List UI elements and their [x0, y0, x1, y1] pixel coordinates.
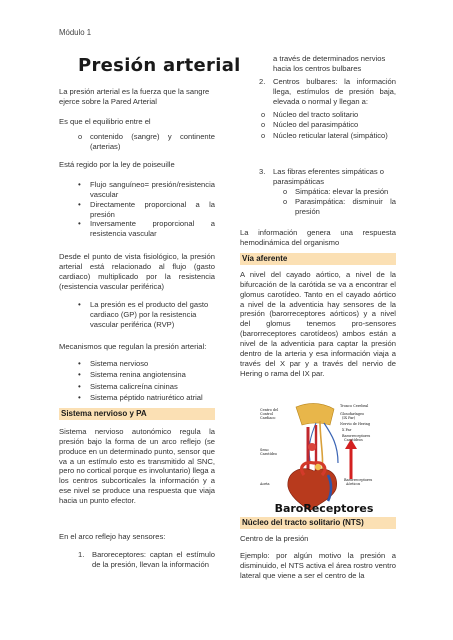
svg-text:Carotídeo: Carotídeo — [260, 452, 277, 456]
label-x-par: X Par — [342, 428, 352, 432]
list-item: • Sistema péptido natriurético atrial — [90, 392, 215, 403]
mechanisms-list — [90, 358, 215, 404]
list-item: • Sistema calicreína cininas — [90, 381, 215, 392]
nts-label: Centro de la presión — [240, 534, 309, 543]
poiseuille-list — [90, 180, 215, 239]
list-item: • Sistema nervioso — [90, 358, 215, 369]
bulbar-list — [273, 110, 396, 141]
product-list — [90, 300, 215, 330]
svg-text:Carotídeos: Carotídeos — [344, 438, 363, 442]
list-text: Baroreceptores: captan el estímulo de la presión, llevan la información — [92, 550, 215, 569]
label-aorta: Aorta — [260, 482, 270, 486]
label-hering: Nervio de Hering — [340, 422, 370, 426]
reflex-label: En el arco reflejo hay sensores: — [59, 532, 166, 541]
module-label: Módulo 1 — [59, 28, 92, 37]
list-item: o Parasimpática: disminuir la presión — [295, 197, 396, 217]
list-item: o Simpática: elevar la presión — [295, 187, 396, 197]
label-baro-carotideos: Barorreceptores — [342, 434, 371, 438]
carotid-sinus-marker — [308, 443, 316, 451]
list-number: 3. — [259, 167, 266, 176]
label-tronco: Tronco Cerebral — [340, 404, 369, 408]
intro-paragraph: La presión arterial es la fuerza que la sangre ejerce sobre la Pared Arterial — [59, 87, 210, 106]
nts-paragraph: Ejemplo: por algún motivo la presión a disminuido, el NTS activa el área rostro ventro lateral que viene a ser el centro de la — [240, 551, 396, 580]
nervous-paragraph: Sistema nervioso autonómico regula la presión bajo la forma de un arco reflejo (se produce en un determinado punto, sensor que va a un estímulo esto es transmitido al SNC, pero no cortical porque es involuntario) llega a los centros subcorticales la información y a ese nivel se produce una respuesta que viaja hacia un punto efector. — [59, 427, 215, 506]
list-item — [78, 550, 215, 570]
list-item: • Inversamente proporcional a resistencia vascular — [90, 219, 215, 239]
baroreceptors-diagram — [258, 401, 376, 514]
figure-caption: BaroReceptores — [274, 502, 374, 514]
continuation-text: a través de determinados nervios hacia los centros bulbares — [273, 54, 386, 73]
label-glosofaringeo: Glosofaríngeo — [340, 412, 364, 416]
list-number: 1. — [78, 550, 85, 559]
list-item: o Núcleo reticular lateral (simpático) — [273, 131, 396, 141]
list-item: • Directamente proporcional a la presión — [90, 200, 215, 220]
svg-text:Aórticos: Aórticos — [346, 482, 361, 486]
afferent-paragraph: A nivel del cayado aórtico, a nivel de la bifurcación de la carótida se va a encontrar el glomus carotídeo. Tanto en el cayado aórtico a nivel de la adventicia hay sensores de la presión (barorreceptores aórticos) y a nivel del glomus tenemos pro-sensores (barorreceptores carotídeos) ambos están a nivel de la adventicia para captar la presión dentro de la arteria y esa información viaja a través del X par y a través del nervio de Hering o rama del IX par. — [240, 270, 396, 378]
poiseuille-label: Está regido por la ley de poiseuille — [59, 160, 175, 169]
list-item: o contenido (sangre) y continente (arterias) — [90, 132, 215, 152]
svg-text:(IX Par): (IX Par) — [342, 416, 356, 420]
list-item: • La presión es el producto del gasto cardiaco (GP) por la resistencia vascular periférica (RVP) — [90, 300, 215, 330]
list-item: o Núcleo del parasimpático — [273, 120, 396, 130]
label-baro-aorticos: Barorreceptores — [344, 478, 373, 482]
baroreceptors-figure — [258, 401, 376, 514]
svg-text:Control: Control — [260, 412, 273, 416]
list-text: Centros bulbares: la información llega, estímulos de presión baja, elevada o normal y llegan a: — [273, 77, 396, 106]
reflex-list — [78, 550, 215, 570]
fibers-sub-list — [295, 187, 396, 217]
list-item: • Sistema renina angiotensina — [90, 369, 215, 380]
label-seno: Seno — [260, 448, 269, 452]
fibers-list — [259, 167, 396, 187]
equilibrium-list — [90, 132, 215, 152]
physiology-paragraph: Desde el punto de vista fisiológico, la presión arterial está relacionado al flujo (gasto cardiaco) multiplicado por la resistencia (resistencia vascular periférica) — [59, 252, 215, 291]
page-title: Presión arterial — [78, 55, 241, 76]
list-item — [259, 77, 396, 107]
list-item — [259, 167, 396, 187]
list-text: Las fibras eferentes simpáticas o parasimpáticas — [273, 167, 385, 186]
mechanisms-label: Mecanismos que regulan la presión arterial: — [59, 342, 207, 351]
section-heading-afferent: Vía aferente — [240, 253, 396, 265]
section-heading-nervous: Sistema nervioso y PA — [59, 408, 215, 420]
list-item: o Núcleo del tracto solitario — [273, 110, 396, 120]
response-paragraph: La información genera una respuesta hemodinámica del organismo — [240, 228, 396, 247]
section-heading-nts: Núcleo del tracto solitario (NTS) — [240, 517, 396, 529]
svg-text:Cardiaco: Cardiaco — [260, 416, 276, 420]
label-centro-control: Centro del — [260, 408, 279, 412]
aortic-baroreceptor-marker — [315, 464, 321, 470]
list-item: • Flujo sanguíneo= presión/resistencia vascular — [90, 180, 215, 200]
list-number: 2. — [259, 77, 266, 86]
brain-shape — [296, 403, 334, 425]
equilibrium-label: Es que el equilibrio entre el — [59, 117, 151, 126]
reflex-list-continued — [259, 77, 396, 107]
